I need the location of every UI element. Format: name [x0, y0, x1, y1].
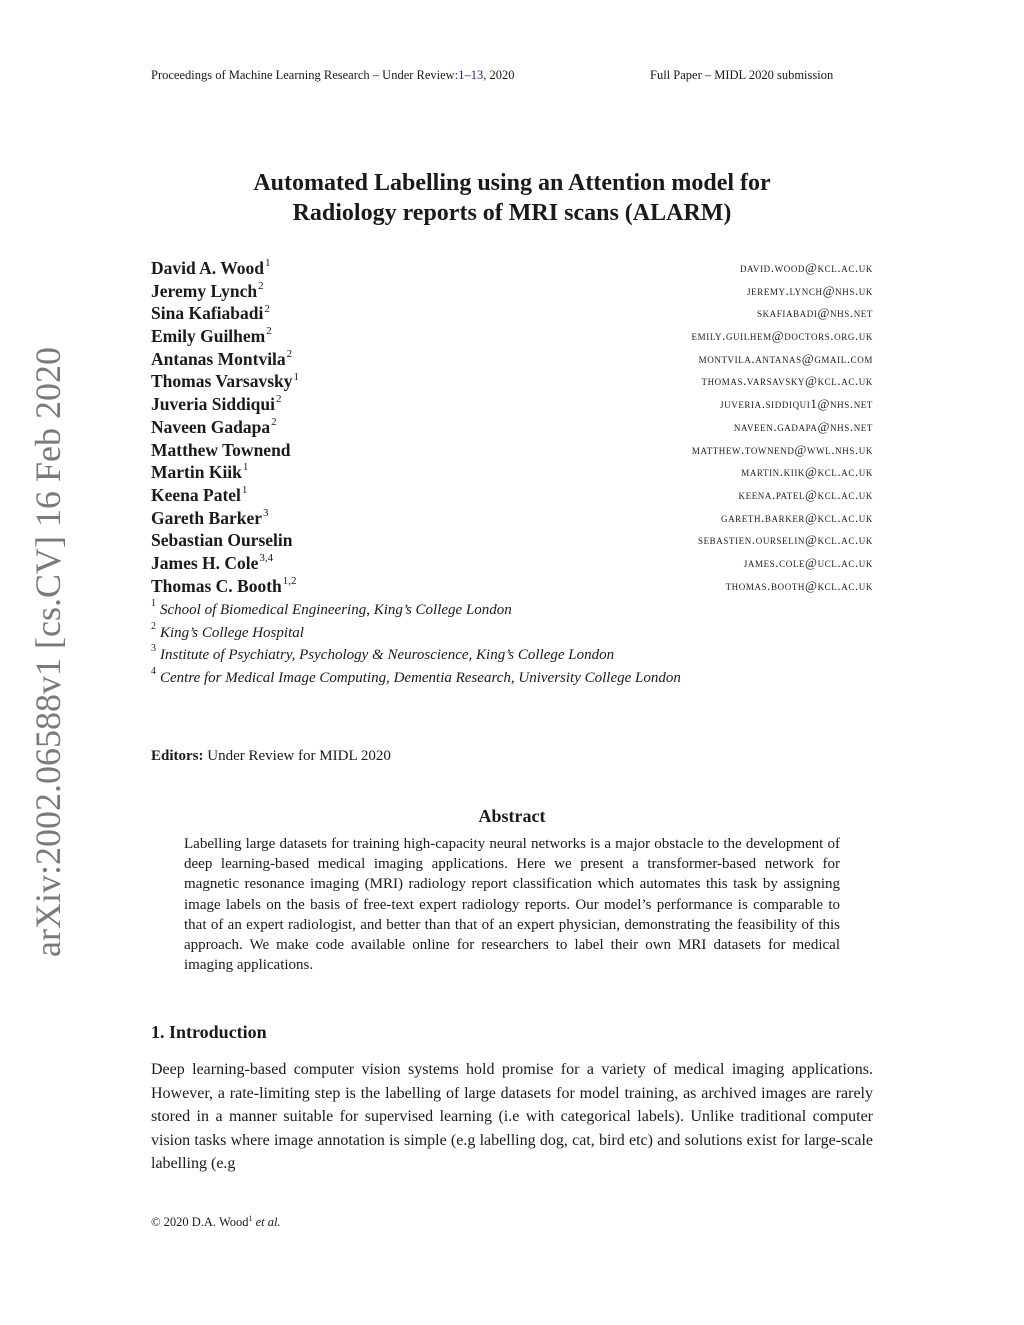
author-name [151, 417, 277, 438]
affiliation-number: 1 [151, 598, 156, 609]
editors-value: Under Review for MIDL 2020 [207, 748, 391, 764]
author-email[interactable]: thomas.varsavsky@kcl.ac.uk [701, 373, 873, 389]
running-header-right: Full Paper – MIDL 2020 submission [650, 68, 834, 82]
author-name [151, 462, 248, 483]
author-name-text: Antanas Montvila [151, 348, 286, 369]
author-email[interactable]: juveria.siddiqui1@nhs.net [720, 396, 873, 412]
header-year: , 2020 [483, 68, 515, 82]
author-row [151, 326, 873, 349]
author-name-text: Gareth Barker [151, 507, 262, 528]
author-row [151, 303, 873, 326]
affiliation-item [151, 666, 873, 689]
author-email[interactable]: thomas.booth@kcl.ac.uk [725, 577, 873, 593]
author-affiliation-mark: 2 [258, 279, 264, 292]
author-name-text: Keena Patel [151, 484, 241, 505]
copyright-text: © 2020 D.A. Wood [151, 1215, 249, 1230]
affiliation-text: School of Biomedical Engineering, King’s College London [160, 602, 512, 618]
author-row [151, 281, 873, 304]
affiliation-text: Centre for Medical Image Computing, Dementia Research, University College London [160, 670, 681, 687]
author-name-text: David A. Wood [151, 258, 264, 278]
title-line-1: Automated Labelling using an Attention model for [253, 170, 771, 196]
author-affiliation-mark: 3,4 [259, 552, 274, 565]
author-name-text: Thomas C. Booth [151, 575, 282, 596]
affiliation-number: 3 [151, 643, 156, 655]
author-name [151, 576, 297, 597]
affiliation-number: 4 [151, 666, 156, 678]
affiliation-list [151, 598, 873, 689]
author-name-text: Emily Guilhem [151, 326, 266, 347]
author-name-text: Naveen Gadapa [151, 416, 271, 437]
affiliation-number: 2 [151, 620, 156, 632]
affiliation-item [151, 598, 873, 621]
et-al: et al. [255, 1215, 281, 1230]
abstract-body: Labelling large datasets for training high-capacity neural networks is a major obstacle to the development of deep learning-based medical imaging applications. Here we present a transformer-based network for magnetic resonance imaging (MRI) radiology report classification which automates this task by assigning image labels on the basis of free-text expert radiology reports. Our model’s performance is comparable to that of an expert radiologist, and better than that of an expert physician, demonstrating the feasibility of this approach. We make code available online for researchers to label their own MRI datasets for medical imaging applications. [184, 836, 840, 974]
author-affiliation-mark: 1 [242, 461, 249, 474]
author-name-text: Thomas Varsavsky [151, 371, 293, 392]
author-name-text: Jeremy Lynch [151, 280, 258, 301]
author-name-text: Martin Kiik [151, 462, 242, 483]
author-email[interactable]: keena.patel@kcl.ac.uk [738, 486, 873, 502]
author-name [151, 281, 264, 302]
author-row [151, 508, 873, 531]
author-name-text: James H. Cole [151, 552, 259, 573]
copyright-aff: 1 [248, 1214, 253, 1223]
author-name [151, 508, 268, 529]
author-email[interactable]: matthew.townend@wwl.nhs.uk [691, 441, 873, 457]
author-row [151, 349, 873, 372]
author-email[interactable]: montvila.antanas@gmail.com [698, 350, 873, 366]
author-row [151, 440, 873, 463]
author-email[interactable]: martin.kiik@kcl.ac.uk [741, 464, 873, 480]
author-row [151, 371, 873, 394]
author-row [151, 394, 873, 417]
author-email[interactable]: jeremy.lynch@nhs.uk [747, 282, 873, 298]
affiliation-item [151, 643, 873, 666]
author-affiliation-mark: 3 [262, 506, 269, 519]
author-name [151, 349, 292, 370]
abstract-heading: Abstract [478, 806, 546, 826]
running-header-left [151, 68, 514, 83]
copyright-footer [151, 1214, 281, 1230]
paper-title [151, 168, 873, 228]
header-venue: Proceedings of Machine Learning Research – Under Review: [151, 68, 459, 82]
author-row [151, 462, 873, 485]
editors-line [151, 748, 391, 765]
affiliation-item [151, 621, 873, 644]
author-affiliation-mark: 1 [241, 484, 248, 497]
author-email[interactable]: emily.guilhem@doctors.org.uk [691, 328, 873, 344]
section-heading-introduction: 1. Introduction [151, 1022, 267, 1042]
author-affiliation-mark: 2 [286, 347, 293, 360]
author-row [151, 553, 873, 576]
author-name [151, 530, 293, 551]
author-affiliation-mark: 1,2 [282, 574, 297, 587]
author-email[interactable]: gareth.barker@kcl.ac.uk [720, 509, 873, 525]
author-name [151, 371, 299, 392]
page-range-start-link[interactable]: 1 [458, 68, 465, 82]
author-name [151, 394, 282, 415]
author-name [151, 553, 273, 574]
affiliation-text: Institute of Psychiatry, Psychology & Neuroscience, King’s College London [160, 647, 615, 664]
author-affiliation-mark: 2 [276, 393, 282, 406]
page-range-dash: – [464, 68, 471, 82]
author-affiliation-mark: 2 [271, 415, 277, 428]
introduction-body: Deep learning-based computer vision systems hold promise for a variety of medical imaging applications. However, a rate-limiting step is the labelling of large datasets for model training, as archived images are rarely stored in a manner suitable for supervised learning (i.e with categorical labels). Unlike traditional computer vision tasks where image annotation is simple (e.g labelling dog, cat, bird etc) and solutions exist for large-scale labelling (e.g [151, 1061, 873, 1172]
author-email[interactable]: naveen.gadapa@nhs.net [733, 418, 873, 434]
author-email[interactable]: james.cole@ucl.ac.uk [743, 554, 873, 570]
arxiv-stamp: arXiv:2002.06588v1 [cs.CV] 16 Feb 2020 [28, 347, 68, 957]
author-name [151, 440, 291, 461]
author-name-text: Sina Kafiabadi [151, 303, 264, 324]
author-row [151, 258, 873, 281]
author-affiliation-mark: 1 [264, 257, 271, 270]
author-email[interactable]: david.wood@kcl.ac.uk [739, 260, 873, 275]
author-email[interactable]: skafiabadi@nhs.net [756, 305, 873, 321]
author-name-text: Juveria Siddiqui [151, 394, 276, 415]
author-row [151, 530, 873, 553]
author-name [151, 326, 272, 347]
affiliation-text: King’s College Hospital [160, 624, 304, 641]
page-range-end-link[interactable]: 13 [470, 68, 484, 82]
author-affiliation-mark: 2 [266, 325, 272, 338]
author-email[interactable]: sebastien.ourselin@kcl.ac.uk [697, 532, 873, 548]
title-line-2: Radiology reports of MRI scans (ALARM) [292, 200, 732, 226]
author-row [151, 417, 873, 440]
author-list [151, 258, 873, 598]
author-name [151, 485, 247, 506]
author-affiliation-mark: 1 [293, 370, 300, 383]
editors-label: Editors: [151, 748, 204, 764]
author-row [151, 485, 873, 508]
author-name-text: Matthew Townend [151, 439, 291, 460]
author-affiliation-mark: 2 [264, 302, 270, 315]
author-name-text: Sebastian Ourselin [151, 530, 293, 551]
author-row [151, 576, 873, 599]
author-name [151, 258, 270, 279]
author-name [151, 303, 270, 324]
